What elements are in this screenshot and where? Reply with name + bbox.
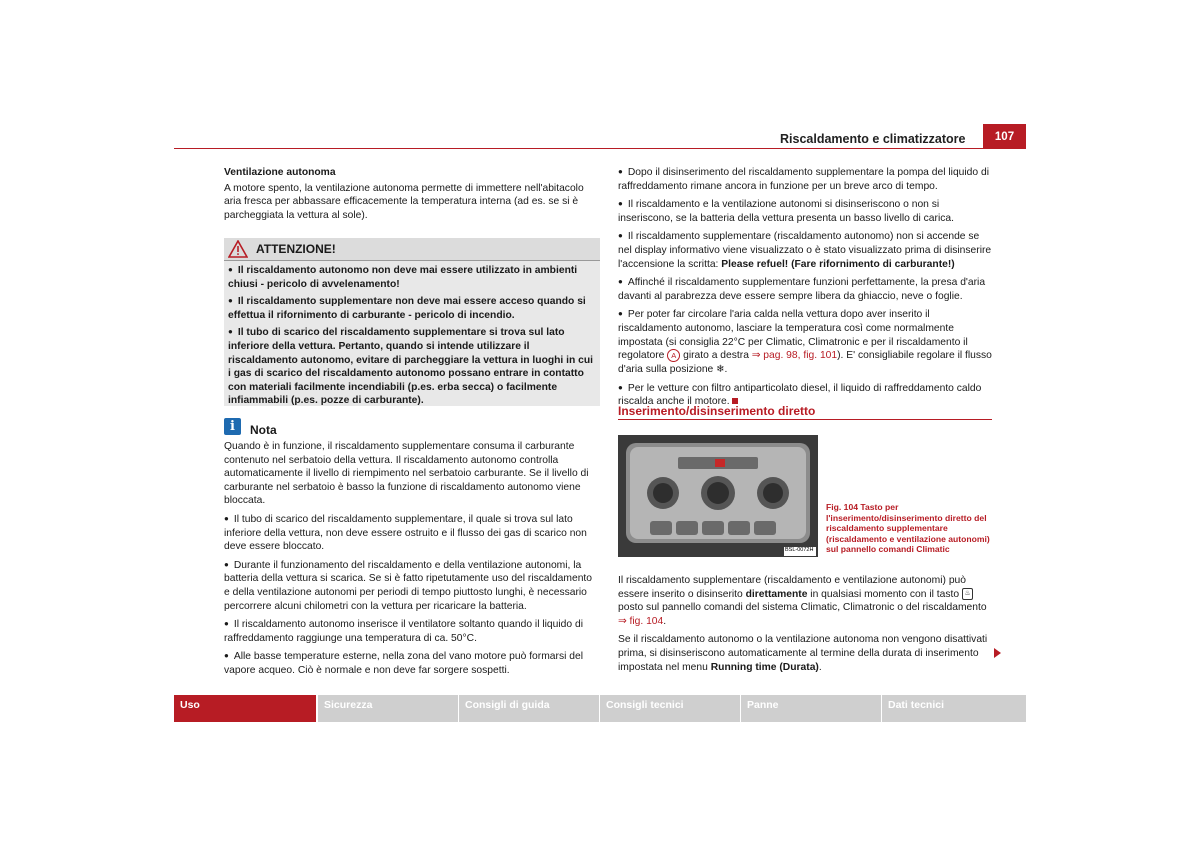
- warning-list: [228, 264, 594, 412]
- direct-activation-paragraph: Il riscaldamento supplementare (riscaldamento e ventilazione autonomi) può essere inserito o disinserito direttamente in qualsiasi momento con il tasto ♨ posto sul pannello comandi del sistema Climatic, Climatronic o del riscaldamento ⇒ fig. 104.: [618, 575, 987, 627]
- footer-tab-consigli-di-guida[interactable]: Consigli di guida: [459, 695, 599, 722]
- warning-triangle-icon: [228, 240, 248, 258]
- direct-activation-text: [618, 574, 992, 679]
- nota-item: ● Il tubo di scarico del riscaldamento supplementare, il quale si trova sul lato inferiore della vettura, non deve essere ostruito e il flusso dei gas di scarico non deve essere bloccato.: [224, 513, 600, 554]
- section-heading: Inserimento/disinserimento diretto: [618, 404, 816, 418]
- right-item: ● Il riscaldamento supplementare (riscaldamento autonomo) non si accende se nel display informativo viene visualizzato o è stato visualizzato prima di disinserire l'accensione la scritta: Please refuel! (Fare rifornimento di carburante!): [618, 230, 992, 271]
- warning-title: ATTENZIONE!: [256, 242, 336, 256]
- climate-panel-figure: [618, 435, 818, 557]
- ventilation-intro: A motore spento, la ventilazione autonoma permette di immettere nell'abitacolo aria fresca per abbassare efficacemente la temperatura interna (ad es. se si è parcheggiata la vettura al sole).: [224, 182, 584, 221]
- figure-reference-link[interactable]: ⇒ fig. 104: [618, 615, 664, 627]
- running-header-title: Riscaldamento e climatizzatore: [780, 132, 966, 146]
- nota-item: ● Il riscaldamento autonomo inserisce il ventilatore soltanto quando il liquido di raffreddamento raggiunge una temperatura di ca. 50°C.: [224, 618, 600, 645]
- warning-box: [224, 238, 600, 406]
- section-rule: [618, 419, 992, 420]
- warning-item: ● Il tubo di scarico del riscaldamento supplementare si trova sul lato inferiore della vettura. Pertanto, quando si intende utilizzare il riscaldamento autonomo, evitare di parcheggiare la vettura in luoghi in cui i gas di scarico del riscaldamento autonomo possano entrare in contatto con materiali facilmente incendiabili (p.es. erba secca) o facilmente infiammabili (p.es. pozze di carburante).: [228, 326, 594, 408]
- nota-body: [224, 440, 600, 683]
- right-item: ● Per le vetture con filtro antiparticolato diesel, il liquido di raffreddamento caldo riscalda anche il motore.: [618, 382, 992, 409]
- running-time-paragraph: Se il riscaldamento autonomo o la ventilazione autonoma non vengono disattivati prima, si disinseriscono automaticamente al termine della durata di inserimento impostata nel menu Running time (Durata).: [618, 634, 988, 673]
- footer-tab-uso[interactable]: Uso: [174, 695, 316, 722]
- footer-tab-sicurezza[interactable]: Sicurezza: [318, 695, 458, 722]
- nota-intro: Quando è in funzione, il riscaldamento supplementare consuma il carburante contenuto nel serbatoio della vettura. Il riscaldamento autonomo controlla automaticamente il livello di riempimento nel serbatoio carburante. Se il livello di carburante nel serbatoio è basso la funzione di riscaldamento autonomo viene bloccata.: [224, 441, 589, 507]
- right-item: ● Per poter far circolare l'aria calda nella vettura dopo aver inserito il riscaldamento autonomo, lasciare la temperatura così come normalmente impostata (si consiglia 22°C per Climatic, Climatronic e per il riscaldamento il regolatore A girato a destra ⇒ pag. 98, fig. 101). E' consigliabile regolare il flusso d'aria sulla posizione ❄.: [618, 308, 992, 376]
- right-item: ● Il riscaldamento e la ventilazione autonomi si disinseriscono o non si inseriscono, se la batteria della vettura presenta un basso livello di carica.: [618, 198, 992, 225]
- knob-a-label: A: [667, 349, 680, 362]
- figure-caption: Fig. 104 Tasto per l'inserimento/disinserimento diretto del riscaldamento supplementare (riscaldamento e ventilazione autonomi) sul pannello comandi Climatic: [826, 502, 990, 555]
- climate-panel-illustration: [618, 435, 818, 557]
- windshield-airflow-icon: ❄: [716, 363, 725, 375]
- footer-tab-panne[interactable]: Panne: [741, 695, 881, 722]
- right-item: ● Dopo il disinserimento del riscaldamento supplementare la pompa del liquido di raffreddamento rimane ancora in funzione per un breve arco di tempo.: [618, 166, 992, 193]
- right-column-notes: [618, 166, 992, 414]
- figure-code: BSL-0072H: [785, 547, 814, 553]
- nota-title: Nota: [250, 423, 277, 437]
- info-icon: i: [224, 418, 241, 435]
- footer-tab-dati-tecnici[interactable]: Dati tecnici: [882, 695, 1026, 722]
- ventilation-heading: Ventilazione autonoma: [224, 167, 336, 178]
- warning-divider: [224, 260, 600, 261]
- page-number: 107: [983, 124, 1026, 149]
- continue-arrow-icon[interactable]: [994, 648, 1001, 658]
- nota-item: ● Alle basse temperature esterne, nella zona del vano motore può formarsi del vapore acqueo. Ciò è normale e non deve far sorgere sospetti.: [224, 650, 600, 677]
- nota-item: ● Durante il funzionamento del riscaldamento e della ventilazione autonomi, la batteria della vettura si scarica. Se si è fatto ripetutamente uso del riscaldamento e della ventilazione autonomi per periodi di tempo piuttosto lunghi, è necessario percorrere alcuni chilometri con la vettura per ricaricare la batteria.: [224, 559, 600, 613]
- warning-item: ● Il riscaldamento supplementare non deve mai essere acceso quando si effettua il rifornimento di carburante - pericolo di incendio.: [228, 295, 594, 322]
- heater-button-icon: ♨: [962, 588, 973, 600]
- page-reference-link[interactable]: ⇒ pag. 98, fig. 101: [751, 350, 838, 362]
- ventilation-section: [224, 166, 600, 227]
- right-item: ● Affinché il riscaldamento supplementare funzioni perfettamente, la presa d'aria davanti al parabrezza deve essere sempre libera da ghiaccio, neve o foglie.: [618, 276, 992, 303]
- header-rule: [174, 148, 1026, 149]
- footer-tab-consigli-tecnici[interactable]: Consigli tecnici: [600, 695, 740, 722]
- warning-item: ● Il riscaldamento autonomo non deve mai essere utilizzato in ambienti chiusi - pericolo di avvelenamento!: [228, 264, 594, 291]
